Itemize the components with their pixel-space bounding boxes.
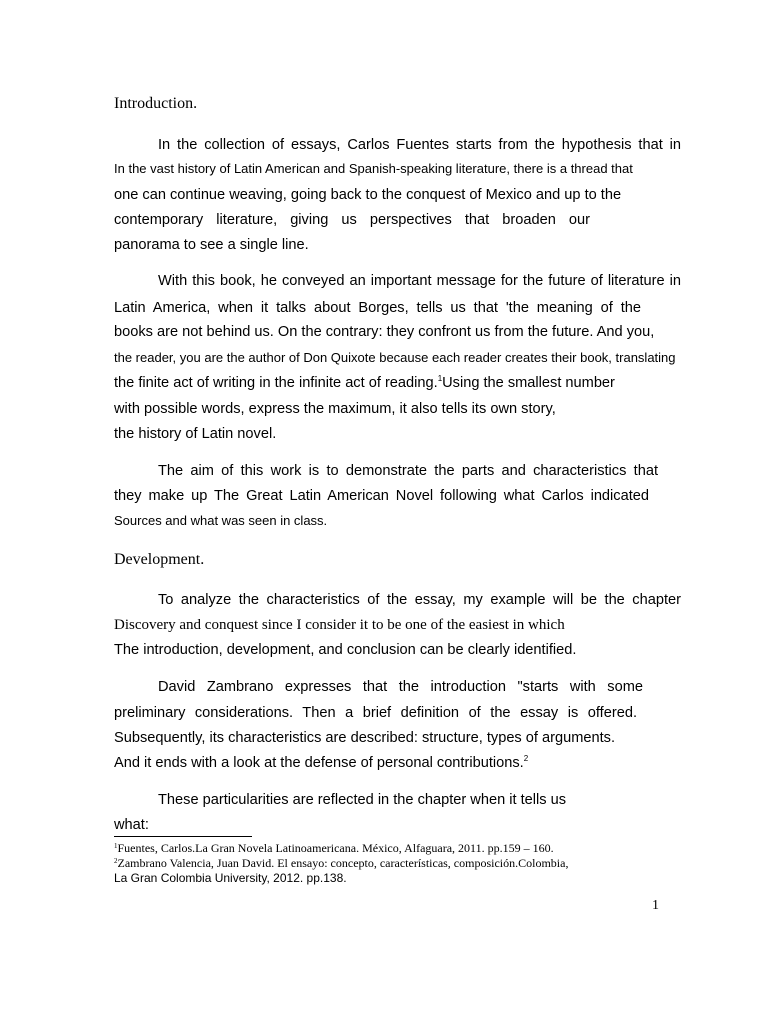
dev-paragraph-3-line-1: These particularities are reflected in the chapter when it tells us	[158, 792, 567, 808]
footnote-separator	[114, 836, 252, 837]
intro-paragraph-2-line-2: Latin America, when it talks about Borges, tells us that 'the meaning of the	[114, 300, 641, 316]
dev-paragraph-2-line-1: David Zambrano expresses that the introduction "starts with some	[158, 679, 643, 695]
intro-paragraph-2-line-7: the history of Latin novel.	[114, 426, 277, 442]
dev-paragraph-2-line-4	[114, 753, 681, 773]
footnote-2-continuation: La Gran Colombia University, 2012. pp.138.	[114, 871, 347, 885]
intro-paragraph-3-line-1: The aim of this work is to demonstrate the parts and characteristics that	[158, 463, 658, 479]
footnote-1-text: Fuentes, Carlos.La Gran Novela Latinoamericana. México, Alfaguara, 2011. pp.159 – 160.	[117, 841, 554, 855]
footnote-1-marker: 1	[114, 842, 118, 850]
footnote-ref-2: 2	[523, 754, 529, 763]
intro-paragraph-2-line-1: With this book, he conveyed an important message for the future of literature in	[158, 273, 681, 289]
dev-paragraph-2-line-3: Subsequently, its characteristics are described: structure, types of arguments.	[114, 730, 616, 746]
intro-paragraph-3-line-2: they make up The Great Latin American Novel following what Carlos indicated	[114, 488, 649, 504]
intro-paragraph-2-line-5-text: the finite act of writing in the infinite act of reading.	[114, 375, 438, 391]
intro-paragraph-1-line-3: one can continue weaving, going back to the conquest of Mexico and up to the	[114, 187, 622, 203]
footnote-2	[114, 856, 568, 870]
footnote-1	[114, 841, 554, 855]
dev-paragraph-1-line-3: The introduction, development, and conclusion can be clearly identified.	[114, 642, 577, 658]
footnote-2-marker: 2	[114, 857, 118, 865]
intro-paragraph-2-line-6: with possible words, express the maximum, it also tells its own story,	[114, 401, 556, 417]
intro-paragraph-2-line-4: the reader, you are the author of Don Quixote because each reader creates their book, translating	[114, 350, 676, 365]
page-number: 1	[652, 898, 659, 913]
section-heading-development: Development.	[114, 551, 205, 568]
intro-paragraph-1-line-5: panorama to see a single line.	[114, 237, 309, 253]
section-heading-introduction: Introduction.	[114, 95, 198, 112]
intro-paragraph-1-line-4: contemporary literature, giving us perspectives that broaden our	[114, 212, 590, 228]
intro-paragraph-1-line-1: In the collection of essays, Carlos Fuentes starts from the hypothesis that in	[158, 137, 681, 153]
intro-paragraph-1-line-2: In the vast history of Latin American and Spanish-speaking literature, there is a thread that	[114, 161, 633, 176]
dev-paragraph-2-line-2: preliminary considerations. Then a brief definition of the essay is offered.	[114, 705, 637, 721]
dev-paragraph-2-line-4-text: And it ends with a look at the defense of personal contributions.	[114, 755, 524, 771]
footnote-2-text: Zambrano Valencia, Juan David. El ensayo: concepto, características, composición.Colombia,	[117, 856, 569, 870]
intro-paragraph-2-line-5-rest: Using the smallest number	[442, 375, 615, 391]
intro-paragraph-3-line-3: Sources and what was seen in class.	[114, 513, 328, 528]
footnote-ref-1: 1	[437, 374, 443, 383]
dev-paragraph-1-line-1: To analyze the characteristics of the essay, my example will be the chapter	[158, 592, 681, 608]
intro-paragraph-2-line-5	[114, 373, 681, 393]
dev-paragraph-1-line-2: Discovery and conquest since I consider it to be one of the easiest in which	[114, 617, 565, 633]
intro-paragraph-2-line-3: books are not behind us. On the contrary: they confront us from the future. And you,	[114, 324, 655, 340]
dev-paragraph-3-line-2: what:	[114, 817, 149, 833]
